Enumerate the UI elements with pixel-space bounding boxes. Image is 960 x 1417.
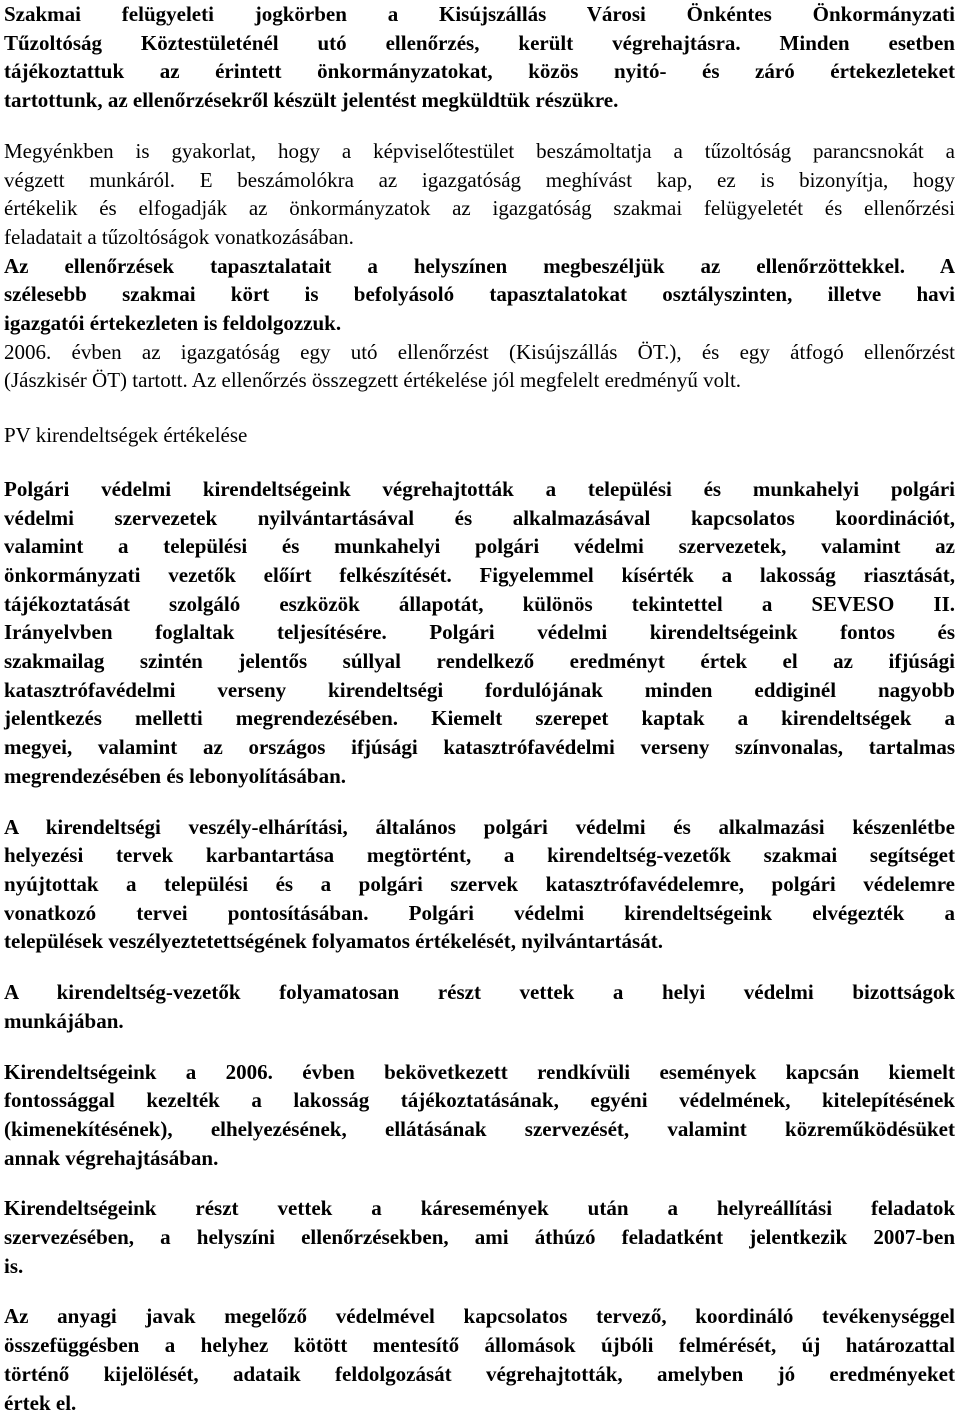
- text-line: megrendezésében és lebonyolításában.: [4, 763, 347, 788]
- document-page: [4, 0, 955, 1417]
- text-line: vonatkozó tervei pontosításában. Polgári védelmi kirendeltségeink elvégezték a: [4, 900, 955, 925]
- paragraph-recovery-tasks: [4, 1194, 955, 1280]
- text-line: (kimenekítésének), elhelyezésének, ellátásának szervezését, valamint közreműködésüket: [4, 1116, 955, 1141]
- text-line: annak végrehajtásában.: [4, 1145, 219, 1170]
- text-line: Szakmai felügyeleti jogkörben a Kisújszállás Városi Önkéntes Önkormányzati: [4, 2, 955, 26]
- text-line: (Jászkisér ÖT) tartott. Az ellenőrzés összegzett értékelése jól megfelelt eredményű volt.: [4, 368, 742, 393]
- text-line: feladatait a tűzoltóságok vonatkozásában.: [4, 224, 354, 249]
- section-title: PV kirendeltségek értékelése: [4, 423, 248, 448]
- text-line: Az anyagi javak megelőző védelmével kapcsolatos tervező, koordináló tevékenységgel: [4, 1304, 955, 1329]
- text-line: történő kijelölését, adataik feldolgozását végrehajtották, amelyben jó eredményeket: [4, 1361, 955, 1386]
- paragraph-findings-discussion: [4, 252, 955, 338]
- paragraph-2006-inspections: [4, 338, 955, 395]
- text-line: települések veszélyeztetettségének folyamatos értékelését, nyilvántartását.: [4, 929, 663, 954]
- section-heading: [4, 421, 955, 450]
- text-line: Irányelvben foglaltak teljesítésére. Polgári védelmi kirendeltségeink fontos és: [4, 620, 955, 645]
- text-line: Megyénkben is gyakorlat, hogy a képviselőtestület beszámoltatja a tűzoltóság parancsnokát a: [4, 138, 955, 163]
- paragraph-decontamination-stations: [4, 1302, 955, 1417]
- text-line: A kirendeltségi veszély-elhárítási, általános polgári védelmi és alkalmazási készenlétbe: [4, 814, 955, 839]
- text-line: fontossággal kezelték a lakosság tájékoztatásának, egyéni védelmének, kitelepítésének: [4, 1088, 955, 1113]
- text-line: tájékoztatását szolgáló eszközök állapotát, különös tekintettel a SEVESO II.: [4, 591, 955, 616]
- text-line: szervezésében, a helyszíni ellenőrzésekben, ami áthúzó feladatként jelentkezik 2007-ben: [4, 1225, 955, 1250]
- text-line: tájékoztattuk az érintett önkormányzatokat, közös nyitó- és záró értekezleteket: [4, 59, 955, 84]
- text-line: katasztrófavédelmi verseny kirendeltségi fordulójának minden eddiginél nagyobb: [4, 677, 955, 702]
- paragraph-plans-maintenance: [4, 813, 955, 957]
- paragraph-pv-coordination: [4, 475, 955, 791]
- text-line: nyújtottak a települési és a polgári szervek katasztrófavédelemre, polgári védelemre: [4, 871, 955, 896]
- paragraph-supervision-check: [4, 0, 955, 115]
- paragraph-defense-committees: [4, 978, 955, 1035]
- text-line: Az ellenőrzések tapasztalatait a helyszínen megbeszéljük az ellenőrzöttekkel. A: [4, 253, 955, 278]
- text-line: összefüggésben a helyhez kötött mentesítő állomások újbóli felmérését, új határozattal: [4, 1333, 955, 1358]
- text-line: értek el.: [4, 1390, 77, 1415]
- text-line: igazgatói értekezleten is feldolgozzuk.: [4, 311, 342, 336]
- text-line: szélesebb szakmai kört is befolyásoló tapasztalatokat osztályszinten, illetve havi: [4, 282, 955, 307]
- text-line: szakmailag szintén jelentős súllyal rendelkező eredményt értek el az ifjúsági: [4, 649, 955, 674]
- text-line: Kirendeltségeink a 2006. évben bekövetkezett rendkívüli események kapcsán kiemelt: [4, 1059, 955, 1084]
- text-line: végzett munkáról. E beszámolókra az igazgatóság meghívást kap, ez is bizonyítja, hogy: [4, 167, 955, 192]
- paragraph-council-reports: [4, 137, 955, 252]
- text-line: Tűzoltóság Köztestületénél utó ellenőrzés, került végrehajtásra. Minden esetben: [4, 30, 955, 55]
- text-line: 2006. évben az igazgatóság egy utó ellenőrzést (Kisújszállás ÖT.), és egy átfogó ellenőrzést: [4, 339, 955, 364]
- text-line: tartottunk, az ellenőrzésekről készült jelentést megküldtük részükre.: [4, 88, 619, 113]
- text-line: A kirendeltség-vezetők folyamatosan részt vettek a helyi védelmi bizottságok: [4, 980, 955, 1005]
- text-line: valamint a települési és munkahelyi polgári védelmi szervezetek, valamint az: [4, 534, 955, 559]
- text-line: önkormányzati vezetők előírt felkészítését. Figyelemmel kísérték a lakosság riasztását,: [4, 562, 955, 587]
- text-line: munkájában.: [4, 1008, 124, 1033]
- text-line: is.: [4, 1253, 24, 1278]
- text-line: értékelik és elfogadják az önkormányzatok az igazgatóság szakmai felügyeletét és ellenőrzési: [4, 196, 955, 221]
- text-line: megyei, valamint az országos ifjúsági katasztrófavédelmi verseny színvonalas, tartalmas: [4, 735, 955, 760]
- text-line: Polgári védelmi kirendeltségeink végrehajtották a települési és munkahelyi polgári: [4, 476, 955, 501]
- text-line: védelmi szervezetek nyilvántartásával és alkalmazásával kapcsolatos koordinációt,: [4, 505, 955, 530]
- text-line: Kirendeltségeink részt vettek a káresemények után a helyreállítási feladatok: [4, 1196, 955, 1221]
- paragraph-emergency-events: [4, 1058, 955, 1173]
- text-line: helyezési tervek karbantartása megtörtént, a kirendeltség-vezetők szakmai segítséget: [4, 843, 955, 868]
- text-line: jelentkezés melletti megrendezésében. Kiemelt szerepet kaptak a kirendeltségek a: [4, 706, 955, 731]
